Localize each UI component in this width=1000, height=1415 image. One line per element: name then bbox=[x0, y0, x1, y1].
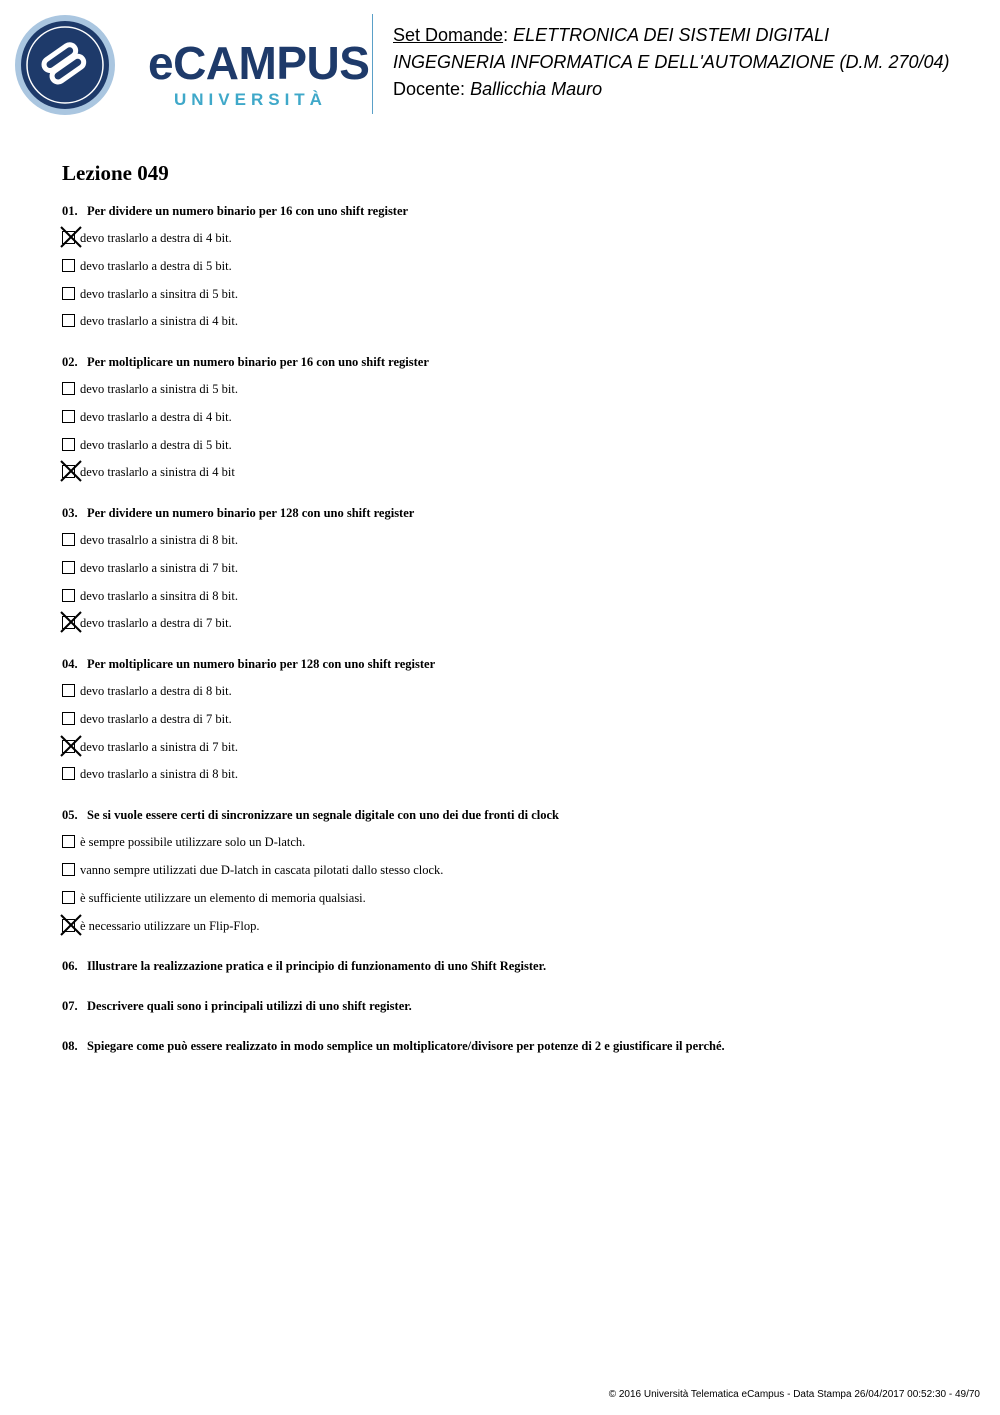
answer-text: vanno sempre utilizzati due D-latch in cascata pilotati dallo stesso clock. bbox=[80, 863, 444, 877]
header-divider bbox=[372, 14, 373, 114]
lesson-title: Lezione 049 bbox=[62, 161, 169, 185]
answer-text: devo traslarlo a destra di 8 bit. bbox=[80, 684, 232, 698]
question-number: 03. bbox=[62, 506, 78, 520]
question-text: Per moltiplicare un numero binario per 16 con uno shift register bbox=[87, 355, 429, 369]
question-title bbox=[62, 656, 435, 672]
ecampus-logo bbox=[14, 14, 370, 116]
ecampus-seal-icon bbox=[14, 14, 116, 116]
answer-text: devo traslarlo a sinsitra di 8 bit. bbox=[80, 589, 238, 603]
course-line: Set Domande: ELETTRONICA DEI SISTEMI DIGITALI bbox=[393, 25, 830, 45]
question-number: 04. bbox=[62, 657, 78, 671]
question-number: 02. bbox=[62, 355, 78, 369]
question-title bbox=[62, 807, 559, 823]
answer-checkbox[interactable] bbox=[62, 410, 75, 423]
answer-text: devo traslarlo a sinistra di 4 bit. bbox=[80, 314, 238, 328]
question-title bbox=[62, 998, 412, 1014]
answer-checkbox[interactable] bbox=[62, 589, 75, 602]
question-title bbox=[62, 203, 408, 219]
answer-checkbox[interactable] bbox=[62, 287, 75, 300]
answer-text: devo traslarlo a destra di 4 bit. bbox=[80, 410, 232, 424]
answer-checkbox[interactable] bbox=[62, 863, 75, 876]
answer-checkbox[interactable] bbox=[62, 767, 75, 780]
answer-checkbox[interactable] bbox=[62, 438, 75, 451]
question-title bbox=[62, 505, 414, 521]
question-text: Se si vuole essere certi di sincronizzare un segnale digitale con uno dei due fronti di clock bbox=[87, 808, 559, 822]
question-number: 05. bbox=[62, 808, 78, 822]
teacher-label: Docente bbox=[393, 79, 461, 99]
answer-text: devo traslarlo a sinistra di 5 bit. bbox=[80, 382, 238, 396]
page-header bbox=[0, 0, 1000, 125]
answer-checkbox[interactable] bbox=[62, 684, 75, 697]
answer-text: devo traslarlo a sinistra di 7 bit. bbox=[80, 561, 238, 575]
answer-text: devo traslarlo a destra di 5 bit. bbox=[80, 438, 232, 452]
answer-checkbox[interactable] bbox=[62, 891, 75, 904]
course-name: ELETTRONICA DEI SISTEMI DIGITALI bbox=[513, 25, 830, 45]
set-label: Set Domande bbox=[393, 25, 504, 45]
question-text: Per dividere un numero binario per 16 con uno shift register bbox=[87, 204, 409, 218]
question-text: Descrivere quali sono i principali utilizzi di uno shift register. bbox=[87, 999, 412, 1013]
question-title bbox=[62, 1038, 725, 1054]
question-number: 06. bbox=[62, 959, 78, 973]
answer-checkbox[interactable] bbox=[62, 835, 75, 848]
answer-text: devo traslarlo a destra di 7 bit. bbox=[80, 712, 232, 726]
question-number: 01. bbox=[62, 204, 78, 218]
question-number: 07. bbox=[62, 999, 78, 1013]
answer-text: devo traslarlo a destra di 4 bit. bbox=[80, 231, 232, 245]
question-number: 08. bbox=[62, 1039, 78, 1053]
question-title bbox=[62, 958, 546, 974]
answer-text: devo traslarlo a destra di 7 bit. bbox=[80, 616, 232, 630]
degree-name: INGEGNERIA INFORMATICA E DELL'AUTOMAZIONE (D.M. 270/04) bbox=[393, 52, 950, 72]
course-info bbox=[393, 22, 950, 103]
question-title bbox=[62, 354, 429, 370]
answer-text: è sufficiente utilizzare un elemento di memoria qualsiasi. bbox=[80, 891, 366, 905]
answer-text: devo traslarlo a sinistra di 7 bit. bbox=[80, 740, 238, 754]
answer-checkbox[interactable] bbox=[62, 259, 75, 272]
answer-checkbox[interactable] bbox=[62, 533, 75, 546]
question-text: Spiegare come può essere realizzato in modo semplice un moltiplicatore/divisore per potenze di 2 e giustificare il perché. bbox=[87, 1039, 725, 1053]
answer-text: è sempre possibile utilizzare solo un D-latch. bbox=[80, 835, 306, 849]
question-text: Illustrare la realizzazione pratica e il principio di funzionamento di uno Shift Register. bbox=[87, 959, 547, 973]
answer-text: devo traslarlo a sinsitra di 5 bit. bbox=[80, 287, 238, 301]
ecampus-wordmark: eCAMPUS bbox=[148, 37, 370, 89]
answer-text: devo traslarlo a destra di 5 bit. bbox=[80, 259, 232, 273]
universita-label: UNIVERSITÀ bbox=[174, 90, 327, 109]
page-footer: © 2016 Università Telematica eCampus - Data Stampa 26/04/2017 00:52:30 - 49/70 bbox=[608, 1389, 980, 1400]
question-text: Per moltiplicare un numero binario per 128 con uno shift register bbox=[87, 657, 436, 671]
answer-text: devo trasalrlo a sinistra di 8 bit. bbox=[80, 533, 238, 547]
teacher-line: Docente: Ballicchia Mauro bbox=[393, 79, 603, 99]
answer-text: è necessario utilizzare un Flip-Flop. bbox=[80, 919, 260, 933]
teacher-name: Ballicchia Mauro bbox=[470, 79, 603, 99]
question-text: Per dividere un numero binario per 128 con uno shift register bbox=[87, 506, 415, 520]
answer-checkbox[interactable] bbox=[62, 382, 75, 395]
answer-text: devo traslarlo a sinistra di 4 bit bbox=[80, 465, 235, 479]
answer-text: devo traslarlo a sinistra di 8 bit. bbox=[80, 767, 238, 781]
answer-checkbox[interactable] bbox=[62, 314, 75, 327]
answer-checkbox[interactable] bbox=[62, 561, 75, 574]
answer-checkbox[interactable] bbox=[62, 712, 75, 725]
